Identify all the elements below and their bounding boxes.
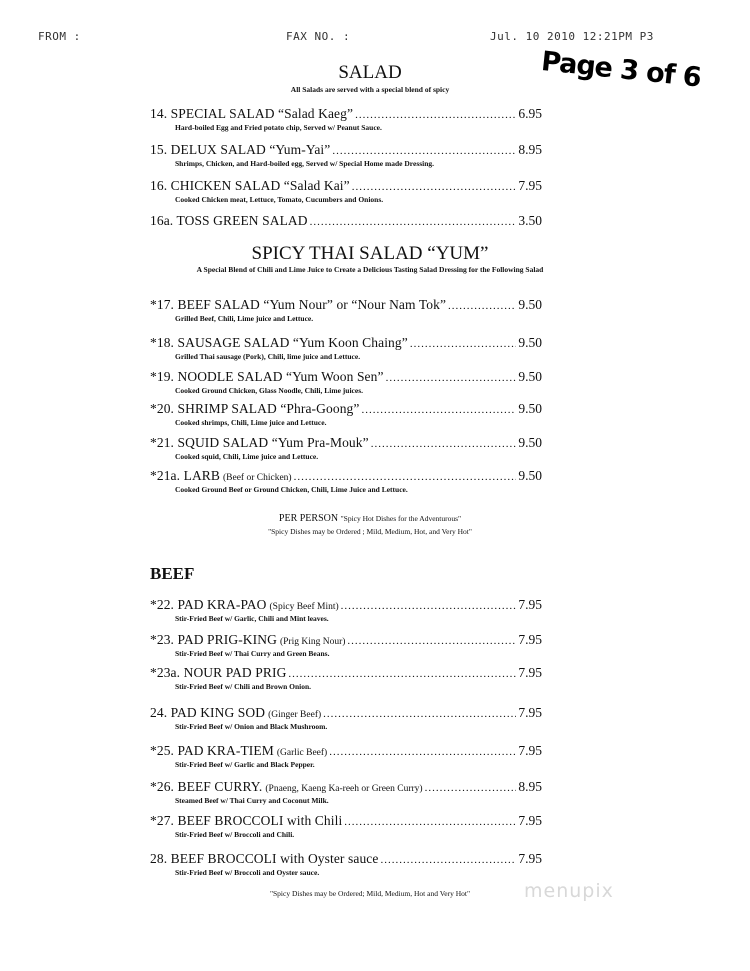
handwritten-page-note: Page 3 of 6 [539, 46, 703, 94]
menu-item-row [150, 106, 542, 122]
menu-item [150, 743, 542, 769]
menu-item-price: 8.95 [518, 142, 542, 157]
spicy-note: "Spicy Dishes may be Ordered ; Mild, Medium, Hot, and Very Hot" [268, 527, 472, 536]
menu-item-description: Stir-Fried Beef w/ Garlic and Black Pepper. [175, 760, 315, 769]
menu-item-price: 9.50 [518, 401, 542, 416]
menu-item-name: *18. SAUSAGE SALAD “Yum Koon Chaing” [150, 335, 408, 350]
menu-item-name: 14. SPECIAL SALAD “Salad Kaeg” [150, 106, 354, 121]
menu-item-note: (Prig King Nour) [279, 637, 346, 647]
menu-item-price: 7.95 [518, 813, 542, 828]
menu-item [150, 435, 542, 461]
menu-item-description: Shrimps, Chicken, and Hard-boiled egg, Served w/ Special Home made Dressing. [175, 159, 435, 168]
dot-leader [448, 297, 516, 313]
menu-item [150, 401, 542, 427]
per-person-note: "Spicy Hot Dishes for the Adventurous" [340, 514, 462, 523]
menu-item-description: Cooked Ground Chicken, Glass Noodle, Chili, Lime juices. [175, 386, 364, 395]
menu-item [150, 665, 542, 691]
menu-item-row [150, 705, 542, 721]
menu-item [150, 597, 542, 623]
menu-item-price: 7.95 [518, 178, 542, 193]
section-title-spicy-thai-salad: SPICY THAI SALAD “YUM” [251, 243, 489, 264]
menu-item-price: 8.95 [518, 779, 542, 794]
menu-item-note: (Garlic Beef) [276, 748, 328, 758]
menu-item-name: *21. SQUID SALAD “Yum Pra-Mouk” [150, 435, 369, 450]
dot-leader [310, 213, 517, 229]
menu-item [150, 705, 542, 731]
menu-item-name: *20. SHRIMP SALAD “Phra-Goong” [150, 401, 360, 416]
dot-leader [410, 335, 517, 351]
menu-item-price: 7.95 [518, 632, 542, 647]
menu-item-note: (Spicy Beef Mint) [269, 602, 339, 612]
menu-item-price: 9.50 [518, 369, 542, 384]
menu-item-description: Steamed Beef w/ Thai Curry and Coconut Milk. [175, 796, 329, 805]
dot-leader [425, 779, 517, 795]
fax-from: FROM : [38, 30, 81, 43]
menu-item [150, 468, 542, 494]
menu-item [150, 813, 542, 839]
menu-item-name: *26. BEEF CURRY. [150, 779, 263, 794]
menu-item-row [150, 142, 542, 158]
dot-leader [288, 665, 516, 681]
menu-item-row [150, 779, 542, 795]
dot-leader [329, 743, 516, 759]
dot-leader [371, 435, 517, 451]
dot-leader [386, 369, 517, 385]
menu-item-name: *27. BEEF BROCCOLI with Chili [150, 813, 343, 828]
dot-leader [355, 106, 516, 122]
fax-number-label: FAX NO. : [286, 30, 351, 43]
dot-leader [344, 813, 516, 829]
menu-item-row [150, 335, 542, 351]
menu-item-price: 7.95 [518, 705, 542, 720]
menu-item-name: 16. CHICKEN SALAD “Salad Kai” [150, 178, 350, 193]
menu-item-description: Stir-Fried Beef w/ Chili and Brown Onion. [175, 682, 312, 691]
menu-item-description: Stir-Fried Beef w/ Broccoli and Chili. [175, 830, 295, 839]
dot-leader [294, 468, 517, 484]
menu-item [150, 142, 542, 168]
menu-item-description: Cooked Ground Beef or Ground Chicken, Chili, Lime Juice and Lettuce. [175, 485, 408, 494]
menu-item-description: Cooked shrimps, Chili, Lime juice and Lettuce. [175, 418, 327, 427]
menu-item-note: (Beef or Chicken) [223, 473, 292, 483]
per-person-line [140, 513, 600, 524]
menu-item-name: *19. NOODLE SALAD “Yum Woon Sen” [150, 369, 384, 384]
menu-item-price: 7.95 [518, 743, 542, 758]
menu-item [150, 335, 542, 361]
menu-item [150, 851, 542, 877]
menu-item-price: 7.95 [518, 665, 542, 680]
watermark-logo: menupix [524, 880, 614, 902]
menu-item [150, 106, 542, 132]
menu-item-row [150, 851, 542, 867]
beef-footer-note: "Spicy Dishes may be Ordered; Mild, Medium, Hot and Very Hot" [269, 889, 471, 898]
menu-item-price: 9.50 [518, 297, 542, 312]
menu-item-row [150, 213, 542, 229]
menu-item-row [150, 813, 542, 829]
menu-item-price: 3.50 [518, 213, 542, 228]
menu-item [150, 632, 542, 658]
menu-item-description: Cooked squid, Chili, Lime juice and Lettuce. [175, 452, 319, 461]
menu-item-row [150, 665, 542, 681]
menu-item-price: 9.50 [518, 435, 542, 450]
section-title-beef: BEEF [150, 564, 195, 583]
menu-item-note: (Ginger Beef) [268, 710, 322, 720]
menu-item-row [150, 468, 542, 484]
menu-item [150, 213, 542, 229]
menu-item-description: Cooked Chicken meat, Lettuce, Tomato, Cucumbers and Onions. [175, 195, 384, 204]
dot-leader [347, 632, 516, 648]
menu-item-name: *22. PAD KRA-PAO [150, 597, 267, 612]
menu-item-row [150, 597, 542, 613]
menu-item-description: Stir-Fried Beef w/ Thai Curry and Green Beans. [175, 649, 330, 658]
section-subtitle-salad: All Salads are served with a special blend of spicy [290, 85, 450, 94]
menu-item-row [150, 178, 542, 194]
menu-item-price: 9.50 [518, 468, 542, 483]
menu-item-description: Grilled Thai sausage (Pork), Chili, lime juice and Lettuce. [175, 352, 361, 361]
menu-item-name: 28. BEEF BROCCOLI with Oyster sauce [150, 851, 379, 866]
menu-item [150, 297, 542, 323]
menu-item-name: *17. BEEF SALAD “Yum Nour” or “Nour Nam Tok” [150, 297, 447, 312]
menu-item-name: *25. PAD KRA-TIEM [150, 743, 274, 758]
dot-leader [352, 178, 517, 194]
dot-leader [380, 851, 516, 867]
menu-item-price: 6.95 [518, 106, 542, 121]
menu-item-price: 7.95 [518, 851, 542, 866]
section-title-salad: SALAD [338, 62, 402, 83]
menu-item-name: 16a. TOSS GREEN SALAD [150, 213, 308, 228]
menu-item-price: 7.95 [518, 597, 542, 612]
dot-leader [341, 597, 517, 613]
menu-item [150, 369, 542, 395]
menu-item-description: Stir-Fried Beef w/ Broccoli and Oyster sauce. [175, 868, 320, 877]
menu-item [150, 178, 542, 204]
menu-item-name: 24. PAD KING SOD [150, 705, 266, 720]
menu-item-row [150, 297, 542, 313]
menu-item-name: *23. PAD PRIG-KING [150, 632, 277, 647]
fax-datetime: Jul. 10 2010 12:21PM P3 [490, 30, 654, 43]
menu-item-row [150, 435, 542, 451]
dot-leader [332, 142, 516, 158]
per-person-label: PER PERSON [278, 513, 339, 524]
menu-item-description: Stir-Fried Beef w/ Onion and Black Mushroom. [175, 722, 328, 731]
menu-item-description: Stir-Fried Beef w/ Garlic, Chili and Mint leaves. [175, 614, 329, 623]
menu-item-row [150, 369, 542, 385]
dot-leader [323, 705, 516, 721]
menu-item-note: (Pnaeng, Kaeng Ka-reeh or Green Curry) [265, 784, 423, 794]
menu-item [150, 779, 542, 805]
menu-item-row [150, 401, 542, 417]
menu-item-description: Hard-boiled Egg and Fried potato chip, Served w/ Peanut Sauce. [175, 123, 382, 132]
menu-item-price: 9.50 [518, 335, 542, 350]
section-subtitle-spicy-thai-salad: A Special Blend of Chili and Lime Juice to Create a Delicious Tasting Salad Dressing for the Following Salad [196, 265, 544, 274]
dot-leader [362, 401, 517, 417]
menu-item-name: *21a. LARB [150, 468, 220, 483]
menu-item-row [150, 632, 542, 648]
menu-item-name: 15. DELUX SALAD “Yum-Yai” [150, 142, 331, 157]
menu-item-row [150, 743, 542, 759]
menu-item-description: Grilled Beef, Chili, Lime juice and Lettuce. [175, 314, 314, 323]
menu-item-name: *23a. NOUR PAD PRIG [150, 665, 287, 680]
